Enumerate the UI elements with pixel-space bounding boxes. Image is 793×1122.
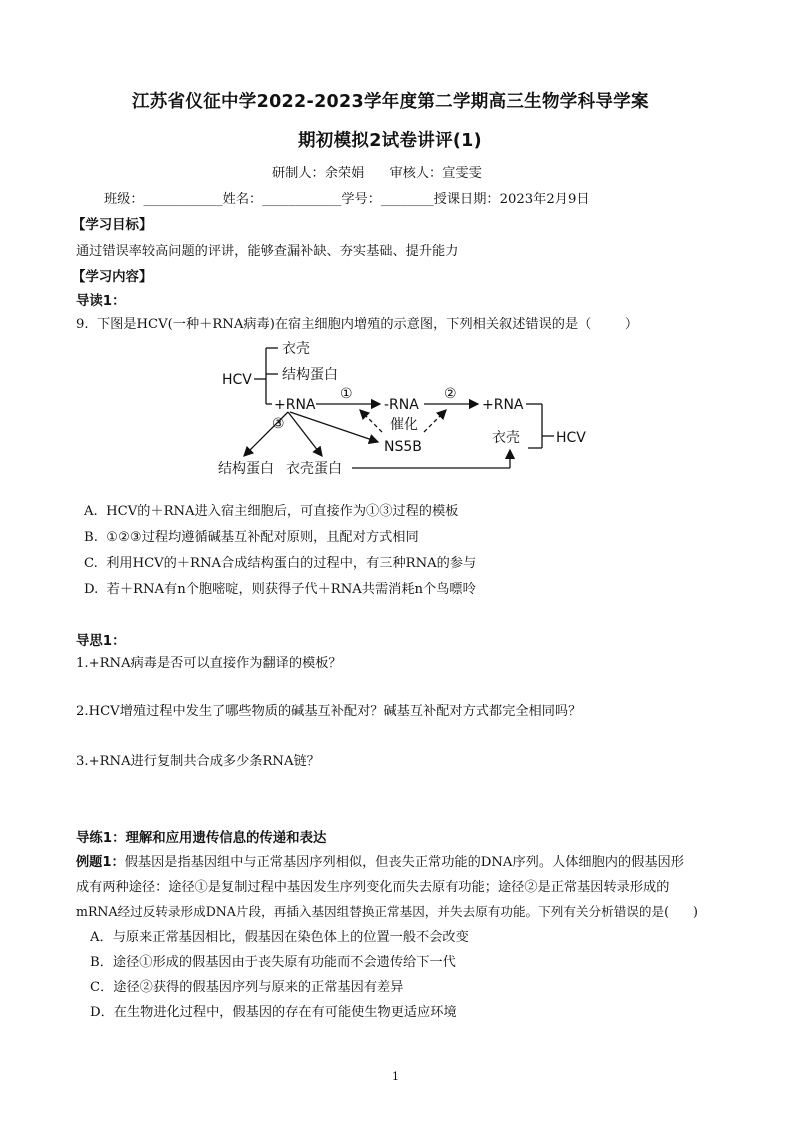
authors-line: 研制人：余荣娟 审核人：宣雯雯 bbox=[272, 166, 482, 181]
example-label: 例题1： bbox=[76, 855, 125, 870]
example-line-2: 成有两种途径：途径①是复制过程中基因发生序列变化而失去原有功能；途径②是正常基因转录形成的 bbox=[76, 880, 670, 895]
example-line-1 bbox=[76, 851, 684, 870]
daosi-question-3: 3.+RNA进行复制共合成多少条RNA链？ bbox=[76, 754, 320, 769]
diagram-plus-rna-right: +RNA bbox=[482, 397, 524, 413]
option-a: A. HCV的＋RNA进入宿主细胞后，可直接作为①③过程的模板 bbox=[84, 504, 459, 519]
example-option-c: C．途径②获得的假基因序列与原来的正常基因有差异 bbox=[90, 980, 404, 995]
daosi-question-2: 2.HCV增殖过程中发生了哪些物质的碱基互补配对？碱基互补配对方式都完全相同吗？ bbox=[76, 704, 582, 719]
diagram-jiegou-bottom: 结构蛋白 bbox=[218, 461, 274, 477]
example-text-1: 假基因是指基因组中与正常基因序列相似，但丧失正常功能的DNA序列。人体细胞内的假基因形 bbox=[124, 855, 684, 870]
diagram-hcv-right: HCV bbox=[556, 430, 586, 446]
daosi-heading: 导思1： bbox=[76, 634, 126, 649]
diagram-hcv-left: HCV bbox=[222, 372, 252, 388]
daosi-question-1: 1.+RNA病毒是否可以直接作为翻译的模板？ bbox=[76, 656, 342, 671]
question-9: 9. 下图是HCV(一种＋RNA病毒)在宿主细胞内增殖的示意图，下列相关叙述错误的是（ ） bbox=[76, 317, 639, 332]
diagram-jiegou-top: 结构蛋白 bbox=[282, 367, 338, 383]
diagram-yike: 衣壳 bbox=[282, 341, 310, 357]
content-heading: 【学习内容】 bbox=[72, 270, 153, 285]
example-option-b: B．途径①形成的假基因由于丧失原有功能而不会遗传给下一代 bbox=[90, 955, 456, 970]
option-c: C. 利用HCV的＋RNA合成结构蛋白的过程中，有三种RNA的参与 bbox=[84, 556, 477, 571]
diagram-minus-rna: -RNA bbox=[384, 397, 419, 413]
diagram-yike-bottom: 衣壳蛋白 bbox=[286, 461, 342, 477]
option-b: B. ①②③过程均遵循碱基互补配对原则，且配对方式相同 bbox=[84, 530, 419, 545]
diagram-ns5b: NS5B bbox=[384, 439, 422, 455]
example-option-d: D．在生物进化过程中，假基因的存在有可能使生物更适应环境 bbox=[90, 1005, 457, 1020]
page-number: 1 bbox=[392, 1070, 399, 1083]
diagram-step3: ③ bbox=[272, 416, 285, 432]
option-d: D. 若＋RNA有n个胞嘧啶，则获得子代＋RNA共需消耗n个鸟嘌呤 bbox=[84, 582, 476, 597]
daolian-heading: 导练1：理解和应用遗传信息的传递和表达 bbox=[76, 831, 327, 846]
document-subtitle: 期初模拟2试卷讲评(1) bbox=[298, 131, 482, 151]
diagram-yike-right: 衣壳 bbox=[492, 430, 520, 446]
diagram-plus-rna-left: +RNA bbox=[274, 397, 316, 413]
info-line: 班级：____________姓名：____________学号：________授课日期：2023年2月9日 bbox=[104, 192, 590, 207]
diagram-step1: ① bbox=[340, 386, 353, 402]
document-title: 江苏省仪征中学2022-2023学年度第二学期高三生物学科导学案 bbox=[132, 92, 649, 112]
goal-text: 通过错误率较高问题的评讲，能够查漏补缺、夯实基础、提升能力 bbox=[76, 244, 459, 259]
goal-heading: 【学习目标】 bbox=[72, 218, 153, 233]
hcv-diagram bbox=[210, 338, 586, 488]
diagram-cuihua: 催化 bbox=[390, 417, 418, 433]
example-option-a: A．与原来正常基因相比，假基因在染色体上的位置一般不会改变 bbox=[90, 930, 469, 945]
example-line-3: mRNA经过反转录形成DNA片段，再插入基因组替换正常基因，并失去原有功能。下列有关分析错误的是( ) bbox=[76, 904, 698, 919]
diagram-step2: ② bbox=[444, 386, 457, 402]
daodu-heading: 导读1： bbox=[76, 294, 126, 309]
